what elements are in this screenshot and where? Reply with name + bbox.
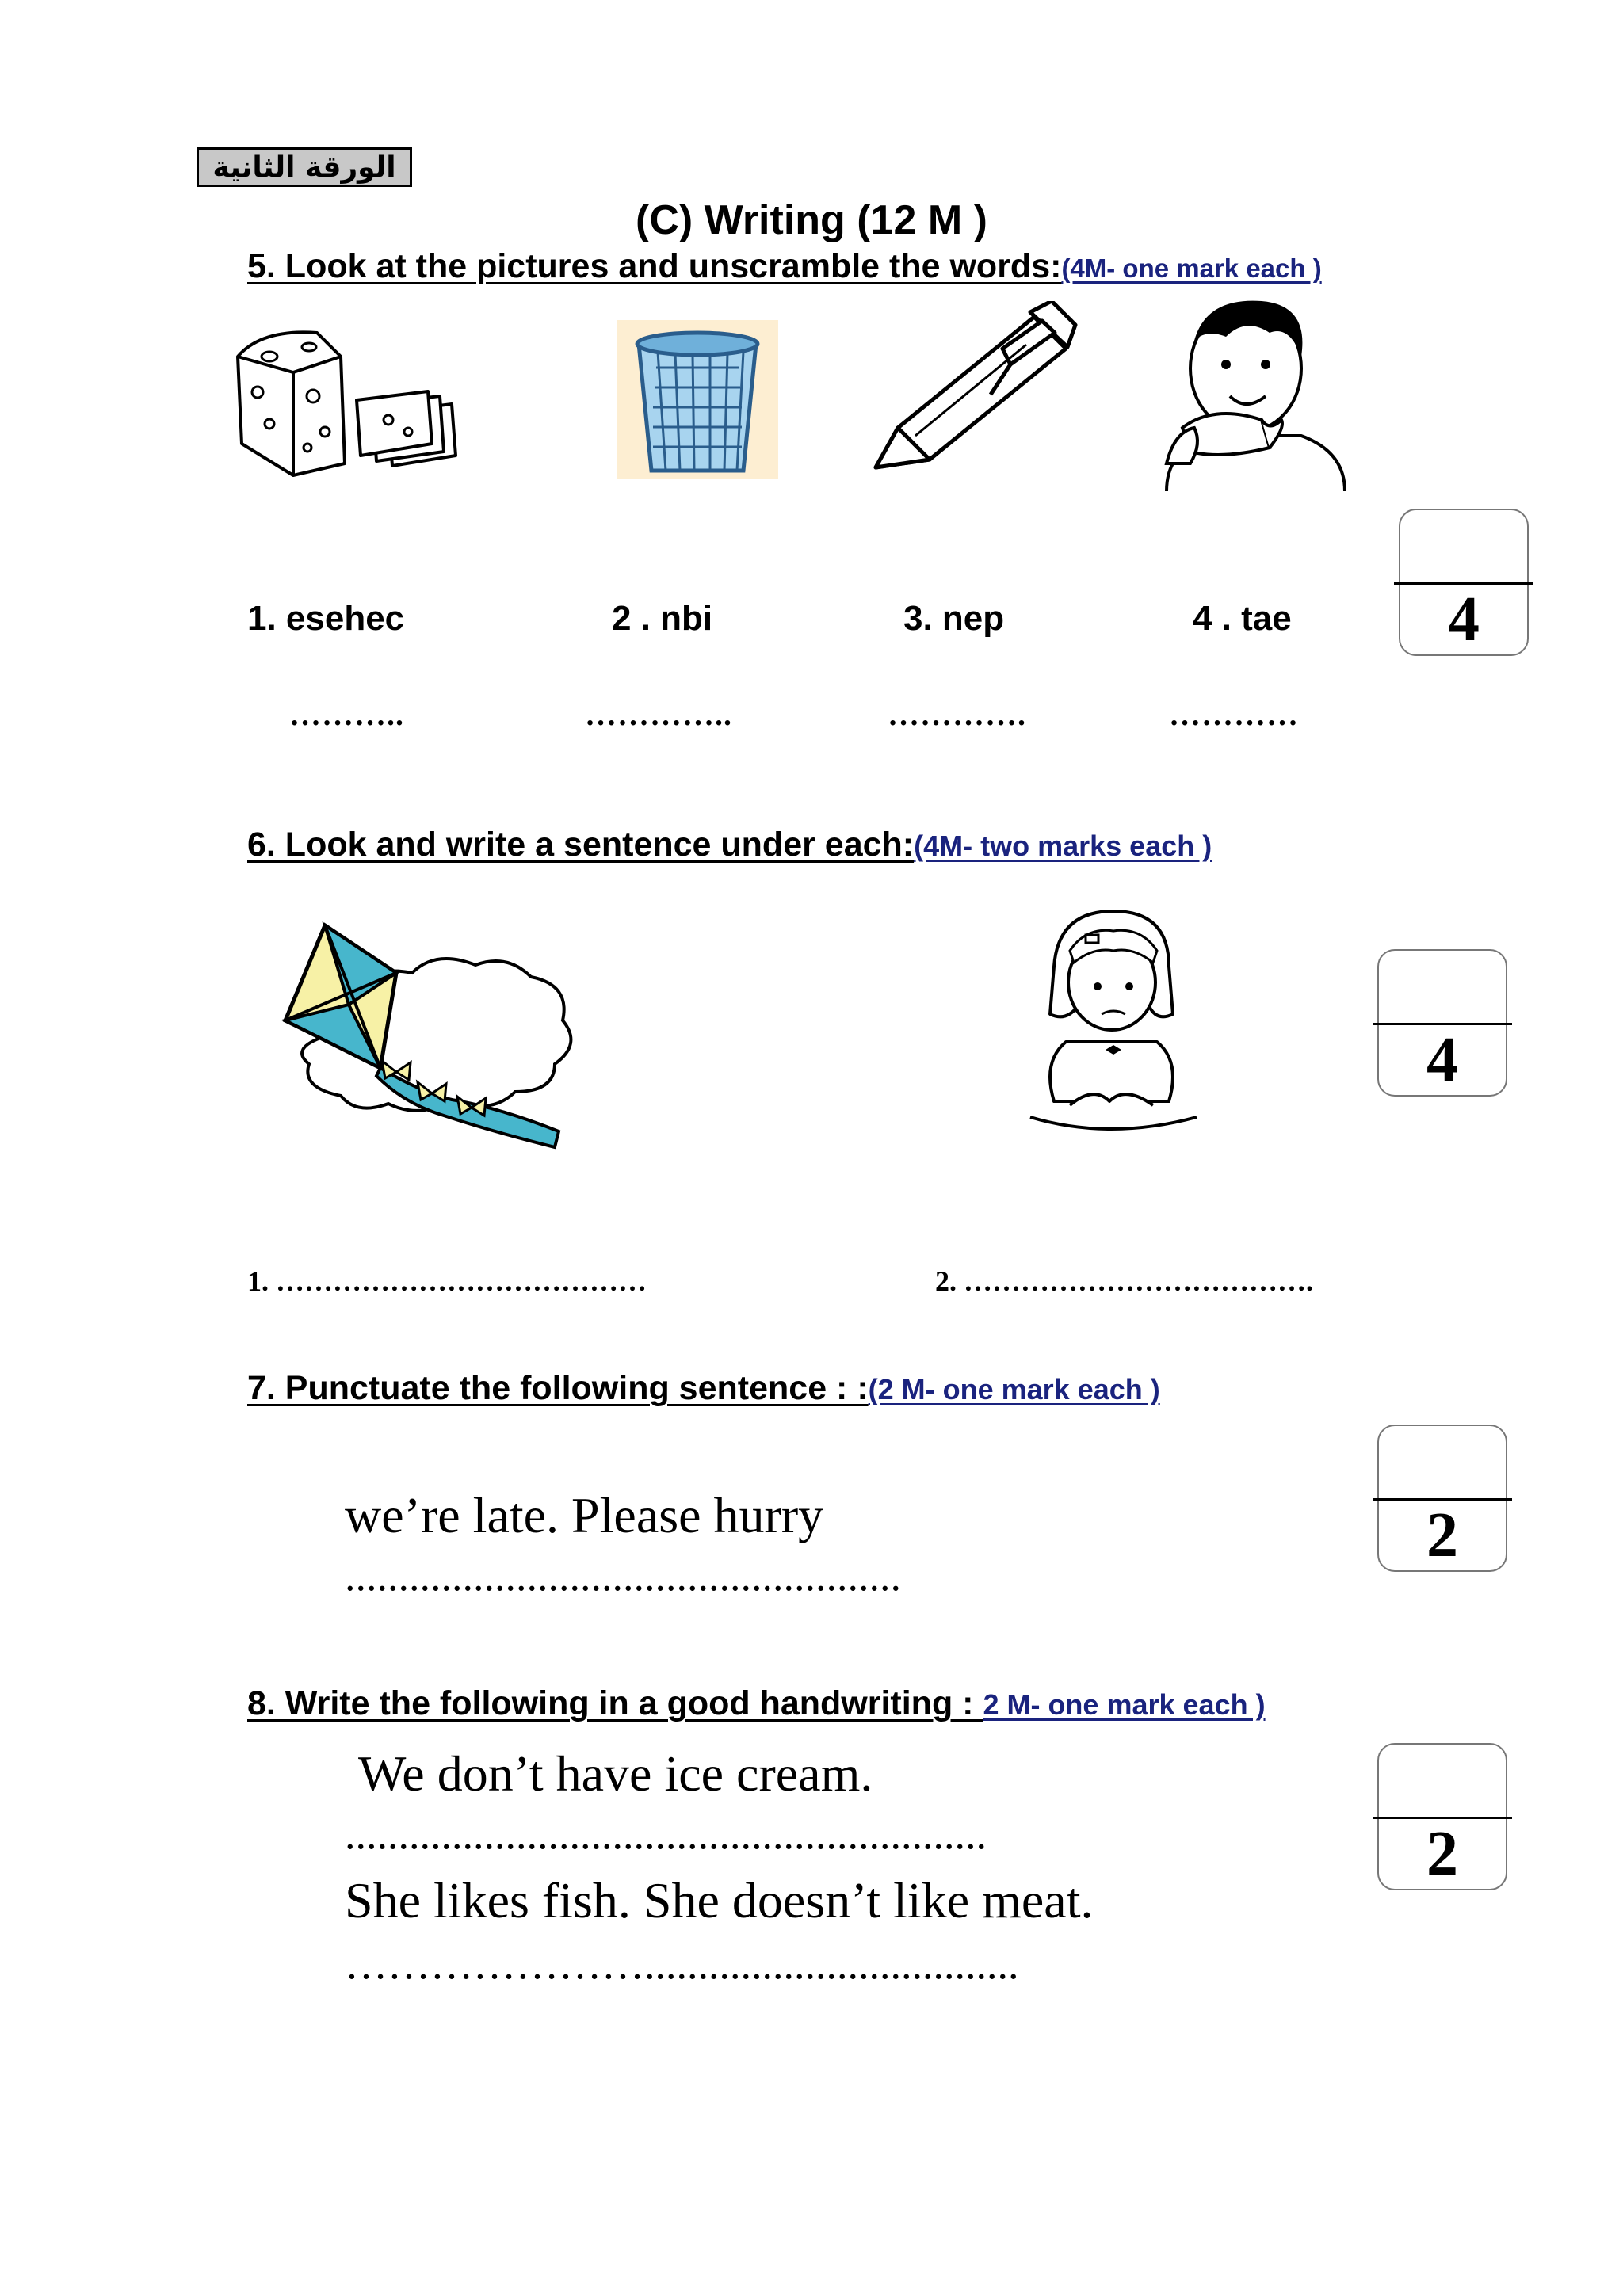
q8-answer-line-1[interactable]: ............................................................ — [345, 1810, 987, 1858]
q7-heading — [247, 1369, 1160, 1408]
q6-marks: (4M- two marks each ) — [914, 830, 1212, 862]
q7-sentence: we’re late. Please hurry — [345, 1487, 824, 1543]
q6-answer-2[interactable]: 2. ………………………………. — [935, 1265, 1313, 1297]
cheese-icon — [230, 325, 468, 483]
q6-answer-1[interactable]: 1. ………………………………… — [247, 1265, 647, 1297]
pen-icon — [860, 301, 1082, 479]
kite-icon — [277, 917, 586, 1155]
q8-sentence-1: We don’t have ice cream. — [358, 1745, 873, 1802]
q7-score-box — [1377, 1425, 1507, 1572]
q8-marks: 2 M- one mark each ) — [983, 1688, 1266, 1721]
arabic-page-label: الورقة الثانية — [197, 147, 412, 187]
q5-heading — [247, 247, 1322, 286]
q8-sentence-2: She likes fish. She doesn’t like meat. — [345, 1872, 1094, 1928]
q5-word-3: 3. nep — [903, 599, 1005, 638]
q5-word-2: 2 . nbi — [612, 599, 713, 638]
girl-icon — [1022, 903, 1205, 1141]
section-title: (C) Writing (12 M ) — [636, 197, 987, 243]
q8-score: 2 — [1426, 1819, 1458, 1889]
boy-eating-icon — [1151, 293, 1357, 507]
q5-score-box — [1399, 509, 1529, 656]
q5-answer-2[interactable]: ………….. — [585, 696, 732, 732]
q5-word-4: 4 . tae — [1193, 599, 1292, 638]
bin-icon — [617, 320, 778, 479]
q5-heading-text: 5. Look at the pictures and unscramble the words: — [247, 247, 1062, 285]
q7-score: 2 — [1426, 1501, 1458, 1570]
q6-heading-text: 6. Look and write a sentence under each: — [247, 826, 915, 864]
q5-score: 4 — [1448, 585, 1480, 654]
q8-score-box — [1377, 1743, 1507, 1890]
q5-answer-3[interactable]: …………. — [888, 696, 1026, 732]
q7-heading-text: 7. Punctuate the following sentence : : — [247, 1369, 869, 1407]
q8-heading-text: 8. Write the following in a good handwriting : — [247, 1684, 983, 1722]
q5-word-1: 1. esehec — [247, 599, 405, 638]
q6-score: 4 — [1426, 1025, 1458, 1095]
q5-answer-1[interactable]: ……….. — [289, 696, 404, 732]
q6-score-box — [1377, 949, 1507, 1097]
q7-marks: (2 M- one mark each ) — [868, 1373, 1160, 1405]
q5-marks: (4M- one mark each ) — [1061, 254, 1322, 283]
q8-answer-line-2[interactable]: …………………................................... — [345, 1940, 1019, 1988]
q8-heading — [247, 1684, 1266, 1723]
q7-answer-line[interactable]: .................................................... — [345, 1552, 901, 1600]
q6-heading — [247, 826, 1212, 864]
q5-answer-4[interactable]: ………… — [1169, 696, 1299, 732]
